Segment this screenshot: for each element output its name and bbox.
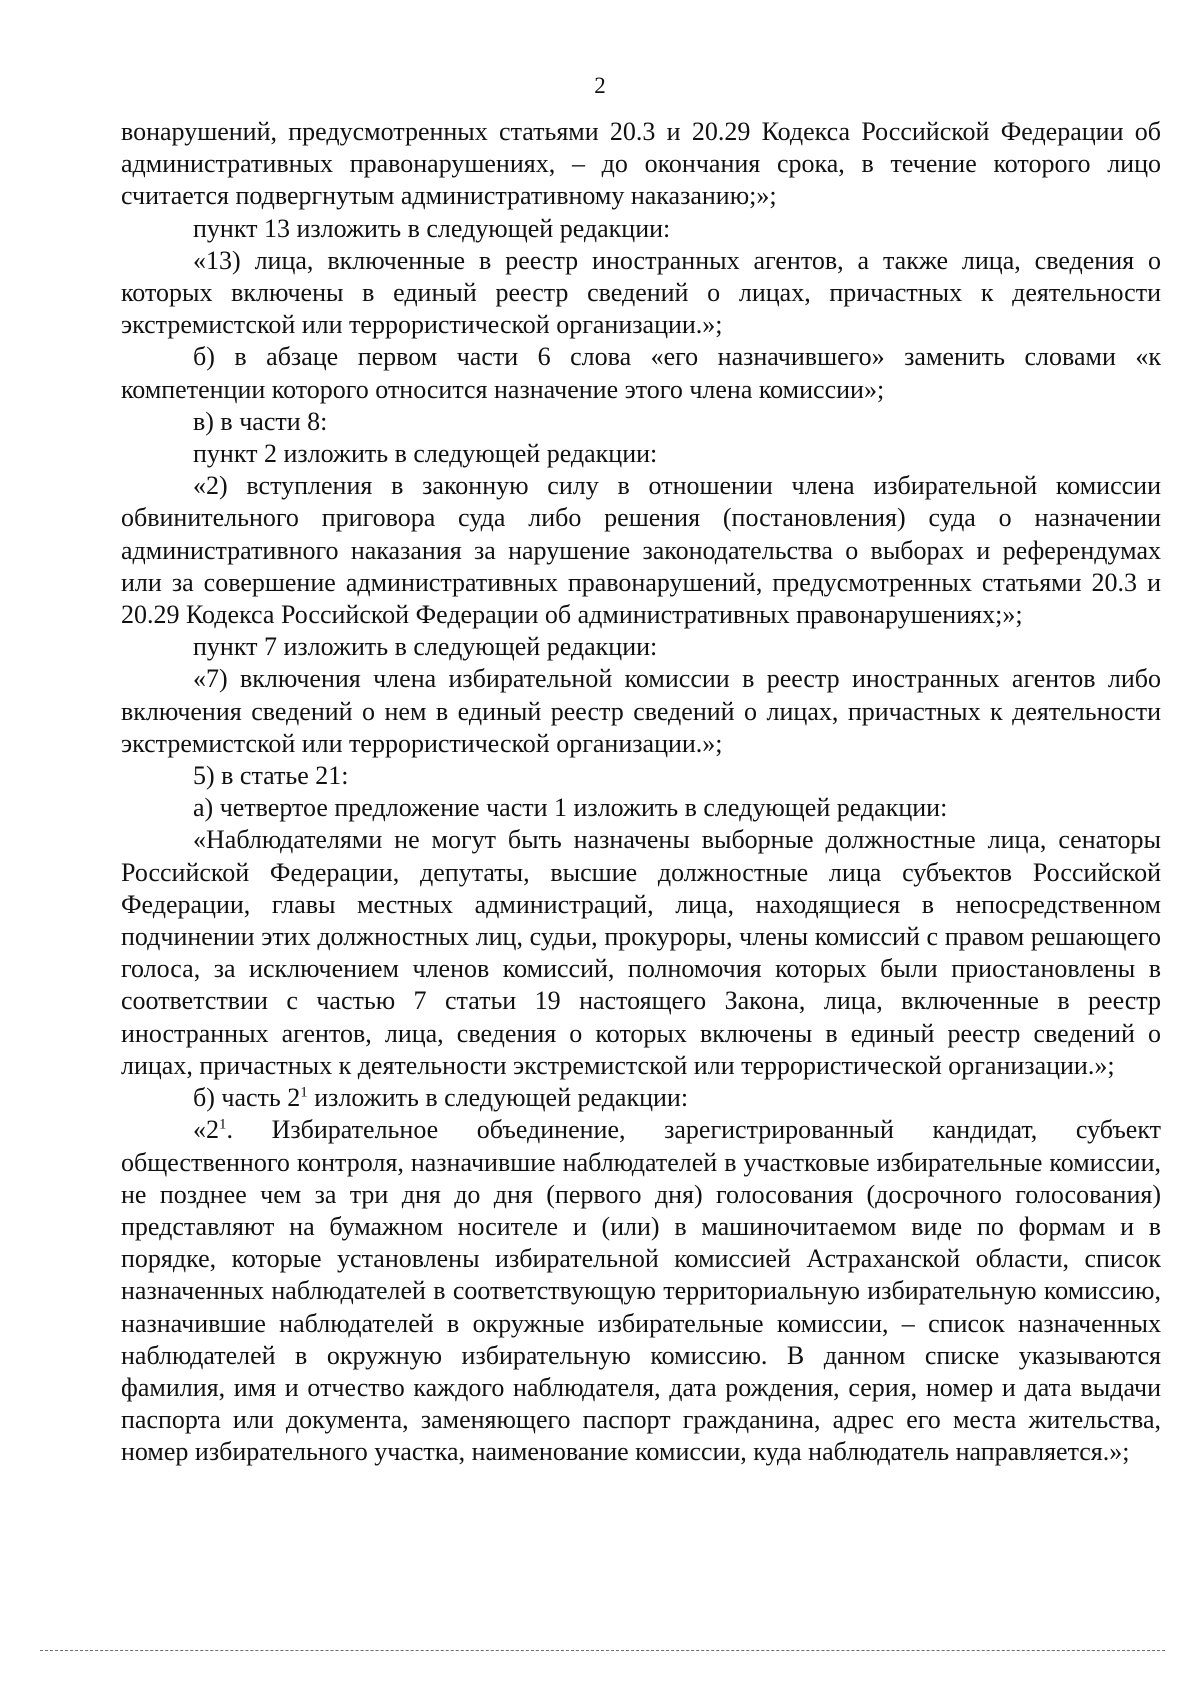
paragraph-point-7-text: «7) включения члена избирательной комиссии в реестр иностранных агентов либо включения сведений о нем в единый реестр сведений о лицах, причастных к деятельности экстремистской или террористической организации.»;	[121, 664, 1161, 758]
paragraph-article-21: 5) в статье 21:	[193, 761, 349, 791]
paragraph-part-8: в) в части 8:	[193, 406, 328, 436]
paragraph-point-7-intro: пункт 7 изложить в следующей редакции:	[193, 632, 658, 662]
paragraph-part-2-1-text-before: «2	[193, 1115, 219, 1145]
paragraph-point-2-intro: пункт 2 изложить в следующей редакции:	[193, 439, 658, 469]
page-number: 2	[594, 73, 606, 98]
paragraph-part-2-1-text-after: . Избирательное объединение, зарегистрированный кандидат, субъект общественного контроля, назначившие наблюдателей в участковые избирательные комиссии, не позднее чем за три дня до дня (первого дня) голосования (досрочного голосования) представляют на бумажном носителе и (или) в машиночитаемом виде по формам и в порядке, которые установлены избирательной комиссией Астраханской области, список назначенных наблюдателей в соответствующую территориальную избирательную комиссию, назначившие наблюдателей в окружные избирательные комиссии, – список назначенных наблюдателей в окружную избирательную комиссию. В данном списке указываются фамилия, имя и отчество каждого наблюдателя, дата рождения, серия, номер и дата выдачи паспорта или документа, заменяющего паспорт гражданина, адрес его места жительства, номер избирательного участка, наименование комиссии, куда наблюдатель направляется.»;	[121, 1115, 1161, 1467]
scan-bottom-line	[40, 1650, 1165, 1651]
paragraph-part-2-1-intro	[121, 1082, 1161, 1114]
paragraph-continuation: вонарушений, предусмотренных статьями 20.3 и 20.29 Кодекса Российской Федерации об административных правонарушениях, – до окончания срока, в течение которого лицо считается подвергнутым административному наказанию;»;	[121, 117, 1161, 211]
paragraph-part-2-1-intro-after: изложить в следующей редакции:	[307, 1083, 689, 1113]
paragraph-observers-text: «Наблюдателями не могут быть назначены выборные должностные лица, сенаторы Российской Федерации, депутаты, высшие должностные лица субъектов Российской Федерации, главы местных администраций, лица, находящиеся в непосредственном подчинении этих должностных лиц, судьи, прокуроры, члены комиссий с правом решающего голоса, за исключением членов комиссий, полномочия которых были приостановлены в соответствии с частью 7 статьи 19 настоящего Закона, лица, включенные в реестр иностранных агентов, лица, сведения о которых включены в единый реестр сведений о лицах, причастных к деятельности экстремистской или террористической организации.»;	[121, 825, 1161, 1080]
superscript-1: 1	[300, 1084, 308, 1101]
paragraph-part-2-1-text	[121, 1114, 1161, 1468]
paragraph-part-1-intro: а) четвертое предложение части 1 изложить в следующей редакции:	[193, 793, 948, 823]
document-body	[121, 116, 1161, 1469]
paragraph-point-13-intro: пункт 13 изложить в следующей редакции:	[193, 213, 671, 243]
paragraph-point-13-text: «13) лица, включенные в реестр иностранных агентов, а также лица, сведения о которых включены в единый реестр сведений о лицах, причастных к деятельности экстремистской или террористической организации.»;	[121, 245, 1161, 340]
paragraph-part-2-1-intro-before: б) часть 2	[193, 1083, 301, 1113]
superscript-1: 1	[219, 1116, 227, 1133]
paragraph-point-2-text: «2) вступления в законную силу в отношении члена избирательной комиссии обвинительного приговора суда либо решения (постановления) суда о назначении административного наказания за нарушение законодательства о выборах и референдумах или за совершение административных правонарушений, предусмотренных статьями 20.3 и 20.29 Кодекса Российской Федерации об административных правонарушениях;»;	[121, 471, 1161, 630]
paragraph-part-6: б) в абзаце первом части 6 слова «его назначившего» заменить словами «к компетенции которого относится назначение этого члена комиссии»;	[121, 342, 1161, 404]
